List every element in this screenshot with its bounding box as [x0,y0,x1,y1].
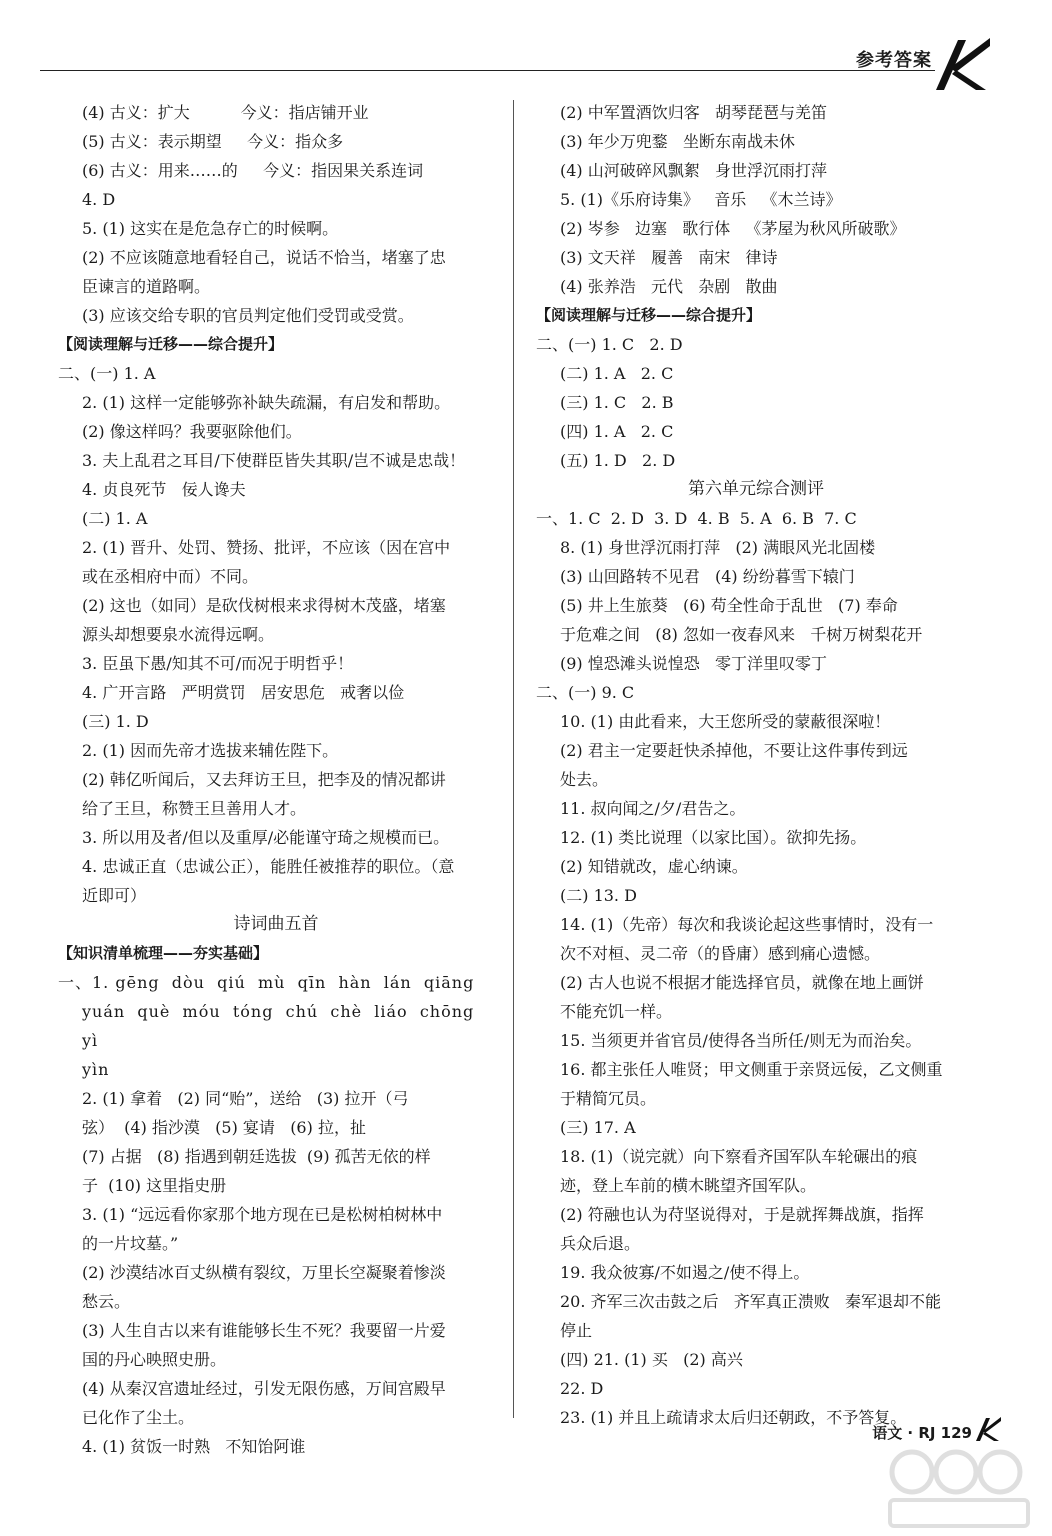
answer-line: (五) 1. D 2. D [560,451,676,470]
column-divider [513,100,514,1418]
answer-line: 2. (1) 晋升、处罚、赞扬、批评，不应该（因在宫中 [82,538,451,557]
section-heading: 【知识清单梳理——夯实基础】 [58,944,269,962]
answer-line: (2) 这也（如同）是砍伐树根来求得树木茂盛，堵塞 [82,596,446,615]
answer-line: (四) 21. (1) 买 (2) 高兴 [560,1350,743,1369]
answer-line: (2) 韩亿听闻后，又去拜访王旦，把李及的情况都讲 [82,770,446,789]
answer-line: (三) 17. A [560,1118,636,1137]
answer-line: (3) 山回路转不见君 (4) 纷纷暮雪下辕门 [560,567,855,586]
answer-line: 10. (1) 由此看来，大王您所受的蒙蔽很深啦！ [560,712,891,731]
page-number: 语文 · RJ 129 [872,1424,972,1442]
answer-line: (四) 1. A 2. C [560,422,674,441]
answer-line: 19. 我众彼寡/不如遏之/使不得上。 [560,1263,810,1282]
answer-line: 18. (1)（说完就）向下察看齐国军队车轮碾出的痕 [560,1147,918,1166]
answer-line: 臣谏言的道路啊。 [82,277,211,296]
answer-line: 3. 夫上乱君之耳目/下使群臣皆失其职/岂不诚是忠哉！ [82,451,466,470]
k-logo-small-icon [974,1416,1002,1442]
chapter-title: 第六单元综合测评 [688,479,824,499]
answer-line: 12. (1) 类比说理（以家比国）。欲抑先扬。 [560,828,867,847]
answer-line: (2) 符融也认为苻坚说得对，于是就挥舞战旗，指挥 [560,1205,924,1224]
header-title: 参考答案 [856,50,932,71]
answer-line: 二、(一) 9. C [536,683,635,702]
answer-line: 二、(一) 1. C 2. D [536,335,683,354]
answer-line: (4) 山河破碎风飘絮 身世浮沉雨打萍 [560,161,828,180]
answer-line: (4) 古义：扩大 今义：指店铺开业 [82,103,369,122]
section-heading: 【阅读理解与迁移——综合提升】 [58,335,284,353]
answer-line: (5) 古义：表示期望 今义：指众多 [82,132,344,151]
answer-line: (2) 岑参 边塞 歌行体 《茅屋为秋风所破歌》 [560,219,906,238]
answer-line: 3. 所以用及者/但以及重厚/必能谨守琦之规模而已。 [82,828,450,847]
answer-line: (二) 1. A 2. C [560,364,674,383]
answer-line: 4. D [82,190,116,209]
answer-line: 停止 [560,1321,593,1340]
answer-line: 22. D [560,1379,604,1398]
answer-line: 16. 都主张任人唯贤；甲文侧重于亲贤远佞，乙文侧重 [560,1060,943,1079]
answer-line: 2. (1) 拿着 (2) 同“贻”，送给 (3) 拉开（弓 [82,1089,409,1108]
answer-line: yuán què móu tóng chú chè liáo chōng yì [82,1002,487,1050]
answer-line: 愁云。 [82,1292,131,1311]
answer-line: (2) 沙漠结冰百丈纵横有裂纹，万里长空凝聚着惨淡 [82,1263,446,1282]
answer-line: 源头却想要泉水流得远啊。 [82,625,275,644]
answer-line: (7) 占据 (8) 指遇到朝廷选拔 (9) 孤苦无依的样 [82,1147,431,1166]
watermark-logo [884,1448,1034,1532]
answer-line: 或在丞相府中而）不同。 [82,567,259,586]
answer-line: 14. (1)（先帝）每次和我谈论起这些事情时，没有一 [560,915,934,934]
answer-line: 20. 齐军三次击鼓之后 齐军真正溃败 秦军退却不能 [560,1292,942,1311]
answer-line: 2. (1) 这样一定能够弥补缺失疏漏，有启发和帮助。 [82,393,451,412]
answer-line: (2) 知错就改，虚心纳谏。 [560,857,748,876]
answer-line: 5. (1) 这实在是危急存亡的时候啊。 [82,219,339,238]
answer-line: (2) 古人也说不根据才能选择官员，就像在地上画饼 [560,973,924,992]
answer-line: 8. (1) 身世浮沉雨打萍 (2) 满眼风光北固楼 [560,538,876,557]
answer-line: 4. 忠诚正直（忠诚公正），能胜任被推荐的职位。（意 [82,857,455,876]
answer-line: 3. (1) “远远看你家那个地方现在已是松树柏树林中 [82,1205,443,1224]
answer-line: (9) 惶恐滩头说惶恐 零丁洋里叹零丁 [560,654,828,673]
answer-line: 次不对桓、灵二帝（的昏庸）感到痛心遗憾。 [560,944,881,963]
answer-line: yìn [82,1060,110,1079]
chapter-title: 诗词曲五首 [233,914,319,934]
answer-line: 的一片坟墓。” [82,1234,179,1253]
answer-line: (3) 应该交给专职的官员判定他们受罚或受赏。 [82,306,414,325]
answer-line: (2) 像这样吗？我要驱除他们。 [82,422,302,441]
answer-line: 二、(一) 1. A [58,364,156,383]
answer-line: (4) 从秦汉宫遗址经过，引发无限伤感，万间宫殿早 [82,1379,446,1398]
answer-line: 一、1. C 2. D 3. D 4. B 5. A 6. B 7. C [536,509,857,528]
answer-line: 于精简冗员。 [560,1089,657,1108]
answer-line: (三) 1. D [82,712,149,731]
answer-column-right [536,98,976,1432]
section-heading: 【阅读理解与迁移——综合提升】 [536,306,762,324]
answer-line: 4. (1) 贫饭一时熟 不知饴阿谁 [82,1437,306,1456]
answer-line: 15. 当须更并省官员/使得各当所任/则无为而治矣。 [560,1031,922,1050]
answer-line: (二) 13. D [560,886,637,905]
answer-line: 不能充饥一样。 [560,1002,673,1021]
answer-column-left [58,98,494,1461]
answer-line: (4) 张养浩 元代 杂剧 散曲 [560,277,778,296]
answer-line: 23. (1) 并且上疏请求太后归还朝政，不予答复。 [560,1408,907,1427]
answer-line: 弦） (4) 指沙漠 (5) 宴请 (6) 拉，扯 [82,1118,366,1137]
answer-line: (3) 年少万兜鍪 坐断东南战未休 [560,132,796,151]
answer-line: (3) 人生自古以来有谁能够长生不死？我要留一片爱 [82,1321,446,1340]
answer-line: (2) 不应该随意地看轻自己，说话不恰当，堵塞了忠 [82,248,446,267]
answer-line: (3) 文天祥 履善 南宋 律诗 [560,248,778,267]
answer-line: 迹，登上车前的横木眺望齐国军队。 [560,1176,817,1195]
answer-line: 5. (1)《乐府诗集》 音乐 《木兰诗》 [560,190,842,209]
answer-line: (三) 1. C 2. B [560,393,674,412]
answer-line: 兵众后退。 [560,1234,641,1253]
answer-line: (6) 古义：用来……的 今义：指因果关系连词 [82,161,424,180]
answer-line: 3. 臣虽下愚/知其不可/而况于明哲乎！ [82,654,354,673]
answer-line: 处去。 [560,770,609,789]
k-logo-icon [930,36,992,92]
answer-line: 一、1. gēng dòu qiú mù qīn hàn lán qiāng [58,973,475,992]
answer-line: 已化作了尘土。 [82,1408,195,1427]
answer-line: 国的丹心映照史册。 [82,1350,227,1369]
answer-line: (二) 1. A [82,509,148,528]
answer-line: (5) 井上生旅葵 (6) 苟全性命于乱世 (7) 奉命 [560,596,898,615]
answer-line: 11. 叔向闻之/夕/君告之。 [560,799,746,818]
answer-line: 4. 广开言路 严明赏罚 居安思危 戒奢以俭 [82,683,405,702]
answer-line: 2. (1) 因而先帝才选拔来辅佐陛下。 [82,741,339,760]
answer-line: 近即可） [82,886,147,905]
answer-line: (2) 中军置酒饮归客 胡琴琵琶与羌笛 [560,103,828,122]
answer-line: (2) 君主一定要赶快杀掉他，不要让这件事传到远 [560,741,908,760]
answer-line: 给了王旦，称赞王旦善用人才。 [82,799,307,818]
answer-line: 于危难之间 (8) 忽如一夜春风来 千树万树梨花开 [560,625,923,644]
answer-line: 4. 贞良死节 佞人谗夫 [82,480,246,499]
answer-line: 子 (10) 这里指史册 [82,1176,227,1195]
header-rule [40,70,935,71]
page-header [0,0,1052,100]
